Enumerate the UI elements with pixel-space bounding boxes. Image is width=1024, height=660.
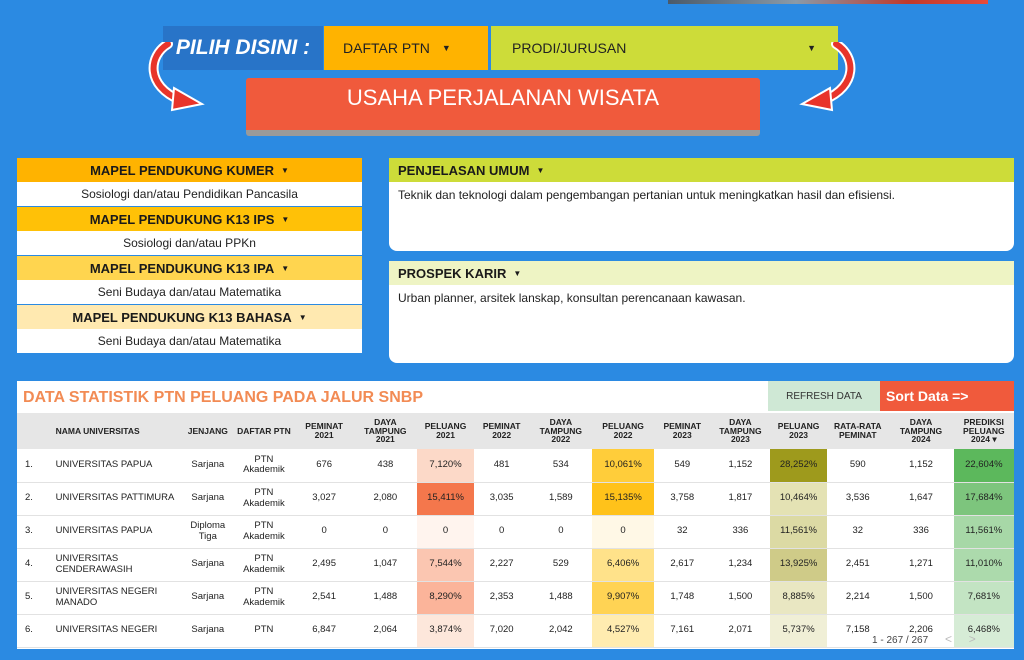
- mapel-title: MAPEL PENDUKUNG K13 BAHASA: [72, 309, 292, 325]
- column-header[interactable]: DAYA TAMPUNG 2022: [529, 413, 592, 449]
- chevron-down-icon: ▼: [281, 263, 290, 273]
- cell-p22: 7,020: [474, 614, 529, 647]
- cell-jenjang: Sarjana: [182, 581, 233, 614]
- cell-p21: 2,541: [295, 581, 354, 614]
- cell-d22: 529: [529, 548, 592, 581]
- chevron-down-icon: ▼: [298, 312, 307, 322]
- cell-daftar: PTN Akademik: [233, 581, 294, 614]
- mapel-value: Sosiologi dan/atau Pendidikan Pancasila: [17, 182, 362, 206]
- cell-rata: 7,158: [827, 614, 888, 647]
- chevron-down-icon: ▼: [281, 165, 289, 175]
- cell-pel23: 8,885%: [770, 581, 827, 614]
- cell-daftar: PTN Akademik: [233, 482, 294, 515]
- cell-daftar: PTN Akademik: [233, 548, 294, 581]
- column-header[interactable]: PELUANG 2022: [592, 413, 653, 449]
- prospek-karir-text: Urban planner, arsitek lanskap, konsultan perencanaan kawasan.: [398, 291, 746, 305]
- cell-nama: UNIVERSITAS NEGERI MANADO: [48, 581, 183, 614]
- cell-nama: UNIVERSITAS PATTIMURA: [48, 482, 183, 515]
- cell-d24: 1,647: [888, 482, 953, 515]
- cell-d22: 2,042: [529, 614, 592, 647]
- table-row[interactable]: [17, 482, 1014, 515]
- cell-nama: UNIVERSITAS PAPUA: [48, 515, 183, 548]
- cell-rata: 2,214: [827, 581, 888, 614]
- cell-p23: 1,748: [654, 581, 711, 614]
- column-header[interactable]: PELUANG 2023: [770, 413, 827, 449]
- next-page-icon[interactable]: >: [968, 632, 976, 646]
- penjelasan-umum-header[interactable]: [389, 158, 1014, 182]
- cell-p23: 549: [654, 449, 711, 482]
- chevron-down-icon: ▼: [807, 43, 816, 53]
- column-header[interactable]: PEMINAT 2023: [654, 413, 711, 449]
- column-header[interactable]: PEMINAT 2022: [474, 413, 529, 449]
- cell-d24: 1,152: [888, 449, 953, 482]
- cell-daftar: PTN Akademik: [233, 449, 294, 482]
- column-header[interactable]: JENJANG: [182, 413, 233, 449]
- cell-nama: UNIVERSITAS CENDERAWASIH: [48, 548, 183, 581]
- pagination: [872, 632, 976, 646]
- cell-pel23: 11,561%: [770, 515, 827, 548]
- cell-d22: 0: [529, 515, 592, 548]
- cell-p23: 32: [654, 515, 711, 548]
- penjelasan-umum-title: PENJELASAN UMUM: [398, 162, 530, 178]
- cell-d24: 1,271: [888, 548, 953, 581]
- cell-no: 3.: [17, 515, 48, 548]
- cell-pel23: 10,464%: [770, 482, 827, 515]
- daftar-ptn-label: DAFTAR PTN: [343, 40, 430, 56]
- mapel-title: MAPEL PENDUKUNG KUMER: [90, 162, 274, 178]
- column-header[interactable]: NAMA UNIVERSITAS: [48, 413, 183, 449]
- column-header[interactable]: DAYA TAMPUNG 2024: [888, 413, 953, 449]
- header-image-strip: [668, 0, 988, 4]
- cell-jenjang: Diploma Tiga: [182, 515, 233, 548]
- cell-d23: 1,152: [711, 449, 770, 482]
- cell-pred: 11,010%: [954, 548, 1014, 581]
- cell-d21: 2,080: [354, 482, 417, 515]
- cell-p21: 6,847: [295, 614, 354, 647]
- cell-d23: 1,817: [711, 482, 770, 515]
- cell-pel21: 7,544%: [417, 548, 474, 581]
- cell-rata: 3,536: [827, 482, 888, 515]
- cell-pel21: 0: [417, 515, 474, 548]
- cell-p21: 3,027: [295, 482, 354, 515]
- cell-d23: 1,500: [711, 581, 770, 614]
- cell-pel22: 9,907%: [592, 581, 653, 614]
- cell-daftar: PTN Akademik: [233, 515, 294, 548]
- cell-pel22: 10,061%: [592, 449, 653, 482]
- cell-pel21: 3,874%: [417, 614, 474, 647]
- mapel-header[interactable]: [17, 256, 362, 280]
- column-header[interactable]: RATA-RATA PEMINAT: [827, 413, 888, 449]
- cell-p23: 2,617: [654, 548, 711, 581]
- cell-p22: 481: [474, 449, 529, 482]
- refresh-data-button[interactable]: REFRESH DATA: [768, 381, 880, 411]
- cell-jenjang: Sarjana: [182, 449, 233, 482]
- cell-rata: 32: [827, 515, 888, 548]
- cell-nama: UNIVERSITAS PAPUA: [48, 449, 183, 482]
- mapel-value: Sosiologi dan/atau PPKn: [17, 231, 362, 255]
- cell-daftar: PTN: [233, 614, 294, 647]
- prospek-karir-title: PROSPEK KARIR: [398, 265, 507, 281]
- table-row[interactable]: [17, 614, 1014, 647]
- cell-no: 1.: [17, 449, 48, 482]
- cell-pred: 7,681%: [954, 581, 1014, 614]
- table-row[interactable]: [17, 449, 1014, 482]
- cell-no: 4.: [17, 548, 48, 581]
- statistik-panel: [17, 381, 1014, 649]
- cell-pred: 11,561%: [954, 515, 1014, 548]
- cell-rata: 590: [827, 449, 888, 482]
- cell-d21: 1,047: [354, 548, 417, 581]
- prodi-jurusan-label: PRODI/JURUSAN: [512, 40, 627, 56]
- cell-p22: 3,035: [474, 482, 529, 515]
- cell-p23: 7,161: [654, 614, 711, 647]
- prospek-karir-panel: [389, 261, 1014, 363]
- chevron-down-icon: ▼: [281, 214, 290, 224]
- pilih-disini-label: PILIH DISINI :: [163, 26, 323, 70]
- column-header[interactable]: PELUANG 2021: [417, 413, 474, 449]
- daftar-ptn-dropdown[interactable]: [324, 26, 488, 70]
- curved-arrow-left-icon: [142, 42, 208, 112]
- column-header[interactable]: DAYA TAMPUNG 2023: [711, 413, 770, 449]
- table-body: [17, 449, 1014, 647]
- program-title: USAHA PERJALANAN WISATA: [246, 78, 760, 136]
- cell-d24: 336: [888, 515, 953, 548]
- cell-pel22: 4,527%: [592, 614, 653, 647]
- cell-p21: 0: [295, 515, 354, 548]
- cell-d22: 534: [529, 449, 592, 482]
- cell-pel23: 28,252%: [770, 449, 827, 482]
- table-header-row: [17, 413, 1014, 449]
- mapel-value: Seni Budaya dan/atau Matematika: [17, 329, 362, 353]
- chevron-down-icon: ▼: [536, 165, 545, 175]
- cell-d24: 1,500: [888, 581, 953, 614]
- penjelasan-umum-panel: [389, 158, 1014, 251]
- sort-data-button[interactable]: Sort Data =>: [880, 381, 1014, 411]
- cell-d21: 0: [354, 515, 417, 548]
- cell-d23: 336: [711, 515, 770, 548]
- penjelasan-umum-text: Teknik dan teknologi dalam pengembangan pertanian untuk meningkatkan hasil dan efisiensi.: [398, 188, 895, 202]
- cell-pel23: 5,737%: [770, 614, 827, 647]
- statistik-title: DATA STATISTIK PTN PELUANG PADA JALUR SNBP: [23, 389, 423, 406]
- cell-p22: 2,353: [474, 581, 529, 614]
- cell-pred: 6,468%: [954, 614, 1014, 647]
- cell-pred: 17,684%: [954, 482, 1014, 515]
- mapel-header[interactable]: [17, 158, 362, 182]
- mapel-header[interactable]: [17, 305, 362, 329]
- cell-pel21: 7,120%: [417, 449, 474, 482]
- cell-pel22: 6,406%: [592, 548, 653, 581]
- chevron-down-icon: ▼: [513, 268, 522, 278]
- column-header[interactable]: DAYA TAMPUNG 2021: [354, 413, 417, 449]
- cell-p22: 2,227: [474, 548, 529, 581]
- cell-jenjang: Sarjana: [182, 482, 233, 515]
- cell-rata: 2,451: [827, 548, 888, 581]
- curved-arrow-right-icon: [796, 42, 862, 112]
- cell-pred: 22,604%: [954, 449, 1014, 482]
- cell-jenjang: Sarjana: [182, 614, 233, 647]
- cell-nama: UNIVERSITAS NEGERI: [48, 614, 183, 647]
- prodi-jurusan-dropdown[interactable]: [491, 26, 838, 70]
- table-row[interactable]: [17, 548, 1014, 581]
- column-header[interactable]: PEMINAT 2021: [295, 413, 354, 449]
- cell-d22: 1,488: [529, 581, 592, 614]
- table-row[interactable]: [17, 581, 1014, 614]
- mapel-title: MAPEL PENDUKUNG K13 IPA: [89, 260, 275, 276]
- cell-d21: 1,488: [354, 581, 417, 614]
- cell-p21: 676: [295, 449, 354, 482]
- cell-pel21: 8,290%: [417, 581, 474, 614]
- cell-p22: 0: [474, 515, 529, 548]
- cell-pel21: 15,411%: [417, 482, 474, 515]
- mapel-header[interactable]: [17, 207, 362, 231]
- cell-jenjang: Sarjana: [182, 548, 233, 581]
- mapel-value: Seni Budaya dan/atau Matematika: [17, 280, 362, 304]
- cell-pel22: 0: [592, 515, 653, 548]
- cell-pel22: 15,135%: [592, 482, 653, 515]
- mapel-title: MAPEL PENDUKUNG K13 IPS: [89, 211, 275, 227]
- cell-no: 6.: [17, 614, 48, 647]
- cell-d21: 438: [354, 449, 417, 482]
- column-header[interactable]: PREDIKSI PELUANG 2024 ▾: [954, 413, 1014, 449]
- prospek-karir-header[interactable]: [389, 261, 1014, 285]
- cell-p21: 2,495: [295, 548, 354, 581]
- cell-d21: 2,064: [354, 614, 417, 647]
- cell-pel23: 13,925%: [770, 548, 827, 581]
- cell-p23: 3,758: [654, 482, 711, 515]
- column-header[interactable]: DAFTAR PTN: [233, 413, 294, 449]
- cell-d22: 1,589: [529, 482, 592, 515]
- cell-d23: 1,234: [711, 548, 770, 581]
- cell-d23: 2,071: [711, 614, 770, 647]
- table-row[interactable]: [17, 515, 1014, 548]
- cell-no: 5.: [17, 581, 48, 614]
- cell-d24: 2,206: [888, 614, 953, 647]
- pagination-range: 1 - 267 / 267: [872, 635, 929, 646]
- cell-no: 2.: [17, 482, 48, 515]
- statistik-table: [17, 413, 1014, 648]
- column-header[interactable]: [17, 413, 48, 449]
- chevron-down-icon: ▼: [441, 43, 451, 53]
- prev-page-icon[interactable]: <: [944, 632, 952, 646]
